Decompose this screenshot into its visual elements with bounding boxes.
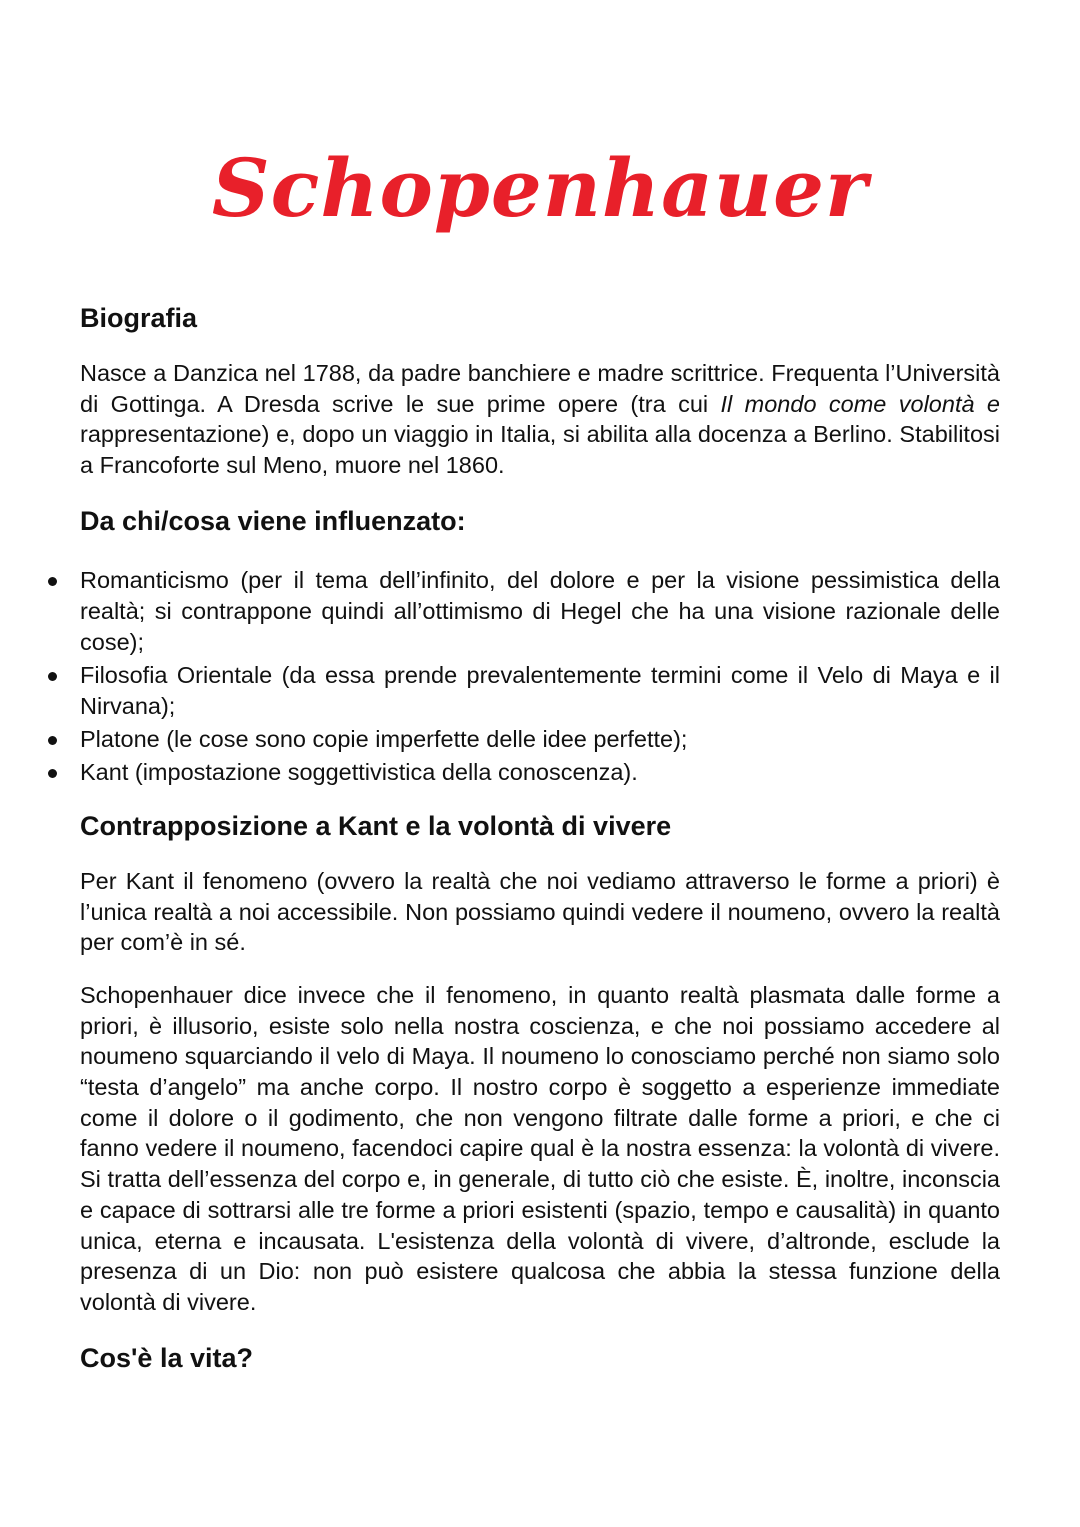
document-body [80,298,1000,1378]
list-item-text: Romanticismo (per il tema dell’infinito, del dolore e per la visione pessimistica della realtà; si contrappone quindi all’ottimismo di Hegel che ha una visione razionale delle cose); [80,566,1000,655]
section-heading-vita: Cos'è la vita? [80,1342,253,1373]
biografia-text-1: Nasce a Danzica nel 1788, da padre banchiere e madre scrittrice. Frequenta l’Università di Gottinga. A Dresda scrive le sue prime opere (tra cui [80,360,1000,417]
section-heading-kant: Contrapposizione a Kant e la volontà di vivere [80,810,672,841]
list-item-text: Filosofia Orientale (da essa prende prevalentemente termini come il Velo di Maya e il Nirvana); [80,661,1000,719]
kant-paragraph-2: Schopenhauer dice invece che il fenomeno, in quanto realtà plasmata dalle forme a priori, è illusorio, esiste solo nella nostra coscienza, e che noi possiamo accedere al noumeno squarciando il velo di Maya. Il noumeno lo conosciamo perché non siamo solo “testa d’angelo” ma anche corpo. Il nostro corpo è soggetto a esperienze immediate come il dolore o il godimento, che non vengono filtrate dalle forme a priori, e che ci fanno vedere il noumeno, facendoci capire qual è la nostra essenza: la volontà di vivere. Si tratta dell’essenza del corpo e, in generale, di tutto ciò che esiste. È, inoltre, inconscia e capace di sottrarsi alle tre forme a priori esistenti (spazio, tempo e causalità) in quanto unica, eterna e incausata. L'esistenza della volontà di vivere, d’altronde, esclude la presenza di un Dio: non può esistere qualcosa che abbia la stessa funzione della volontà di vivere. [80,981,1000,1315]
biografia-book-title: Il mondo come volontà e [720,390,1000,417]
section-heading-biografia: Biografia [80,303,198,333]
kant-paragraph-1: Per Kant il fenomeno (ovvero la realtà che noi vediamo attraverso le forme a priori) è l’unica realtà a noi accessibile. Non possiamo quindi vedere il noumeno, ovvero la realtà per com’è in sé. [80,867,1000,956]
section-heading-influenze: Da chi/cosa viene influenzato: [80,505,466,536]
list-item [80,660,1000,722]
influences-list [80,565,1000,788]
list-item-text: Platone (le cose sono copie imperfette delle idee perfette); [80,725,688,752]
bullet-icon [48,769,57,778]
biografia-text-2: rappresentazione) e, dopo un viaggio in Italia, si abilita alla docenza a Berlino. Stabilitosi a Francoforte sul Meno, muore nel 1860. [80,421,1000,479]
document-title: Schopenhauer [211,141,869,235]
bullet-icon [48,736,57,745]
bullet-icon [48,577,57,586]
list-item [80,565,1000,658]
list-item [80,757,1000,788]
biografia-paragraph [80,358,1000,481]
list-item [80,724,1000,755]
list-item-text: Kant (impostazione soggettivistica della conoscenza). [80,758,638,785]
bullet-icon [48,672,57,681]
